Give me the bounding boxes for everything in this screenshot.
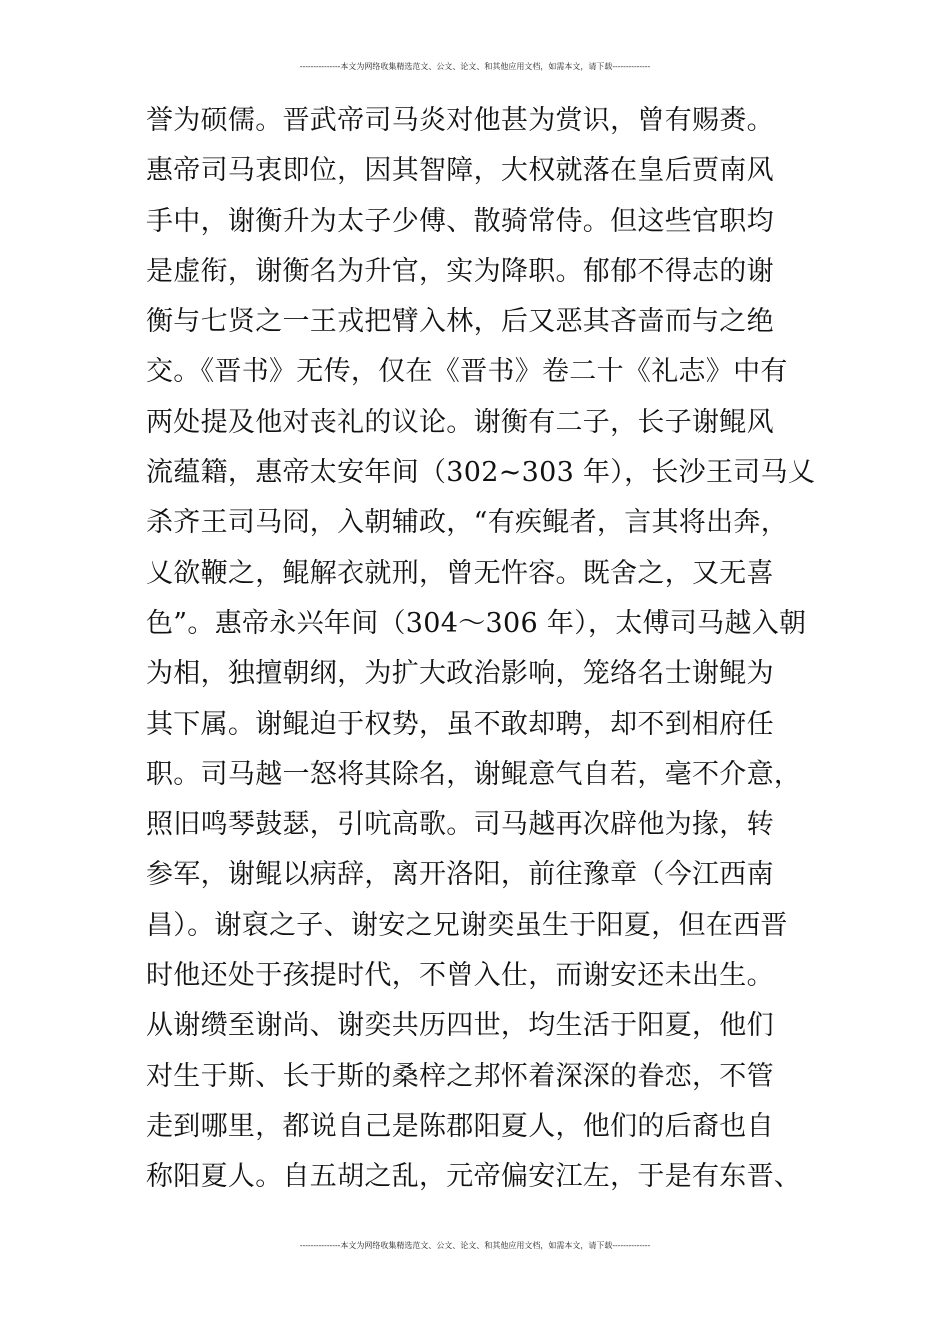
text-line: 誉为硕儒。晋武帝司马炎对他甚为赏识，曾有赐赉。 [146, 105, 774, 136]
text-line: 参军，谢鲲以病辞，离开洛阳，前往豫章（今江西南 [146, 859, 774, 891]
text-line: 昌）。谢裒之子、谢安之兄谢奕虽生于阳夏，但在西晋 [146, 909, 788, 941]
text-line: 称阳夏人。自五胡之乱，元帝偏安江左，于是有东晋、 [146, 1161, 802, 1193]
text-line: 从谢缵至谢尚、谢奕共历四世，均生活于阳夏，他们 [146, 1010, 774, 1042]
text-line: 是虚衔，谢衡名为升官，实为降职。郁郁不得志的谢 [146, 255, 774, 287]
header-banner: ---------------本文为网络收集精选范文、公文、论文、和其他应用文档，如需本文，请下载-------------- [299, 62, 651, 71]
text-line: 时他还处于孩提时代，不曾入仕，而谢安还未出生。 [146, 960, 774, 992]
text-line: 对生于斯、长于斯的桑梓之邦怀着深深的眷恋，不管 [146, 1060, 774, 1092]
text-line: 杀齐王司马冏，入朝辅政，“有疾鲲者，言其将出奔， [146, 507, 789, 539]
text-line: 乂欲鞭之，鲲解衣就刑，曾无忤容。既舍之，又无喜 [146, 557, 774, 589]
footer-banner: ---------------本文为网络收集精选范文、公文、论文、和其他应用文档，如需本文，请下载-------------- [299, 1241, 651, 1250]
text-line: 手中，谢衡升为太子少傅、散骑常侍。但这些官职均 [146, 205, 774, 237]
text-line: 为相，独擅朝纲，为扩大政治影响，笼络名士谢鲲为 [146, 658, 774, 690]
text-line: 照旧鸣琴鼓瑟，引吭高歌。司马越再次辟他为掾，转 [146, 809, 774, 841]
text-line: 交。《晋书》无传，仅在《晋书》卷二十《礼志》中有 [146, 356, 788, 388]
text-line: 衡与七贤之一王戎把臂入林，后又恶其吝啬而与之绝 [146, 306, 774, 338]
text-line: 其下属。谢鲲迫于权势，虽不敢却聘，却不到相府任 [146, 708, 774, 740]
text-line: 色”。惠帝永兴年间（304～306 年），太傅司马越入朝 [146, 607, 807, 639]
text-line: 走到哪里，都说自己是陈郡阳夏人，他们的后裔也自 [146, 1110, 774, 1142]
text-line: 流蕴籍，惠帝太安年间（302~303 年），长沙王司马乂 [146, 457, 816, 489]
text-line: 惠帝司马衷即位，因其智障，大权就落在皇后贾南风 [146, 155, 774, 187]
document-body [146, 96, 826, 1203]
text-line: 两处提及他对丧礼的议论。谢衡有二子，长子谢鲲风 [146, 406, 774, 438]
text-line: 职。司马越一怒将其除名，谢鲲意气自若，毫不介意， [146, 758, 802, 790]
